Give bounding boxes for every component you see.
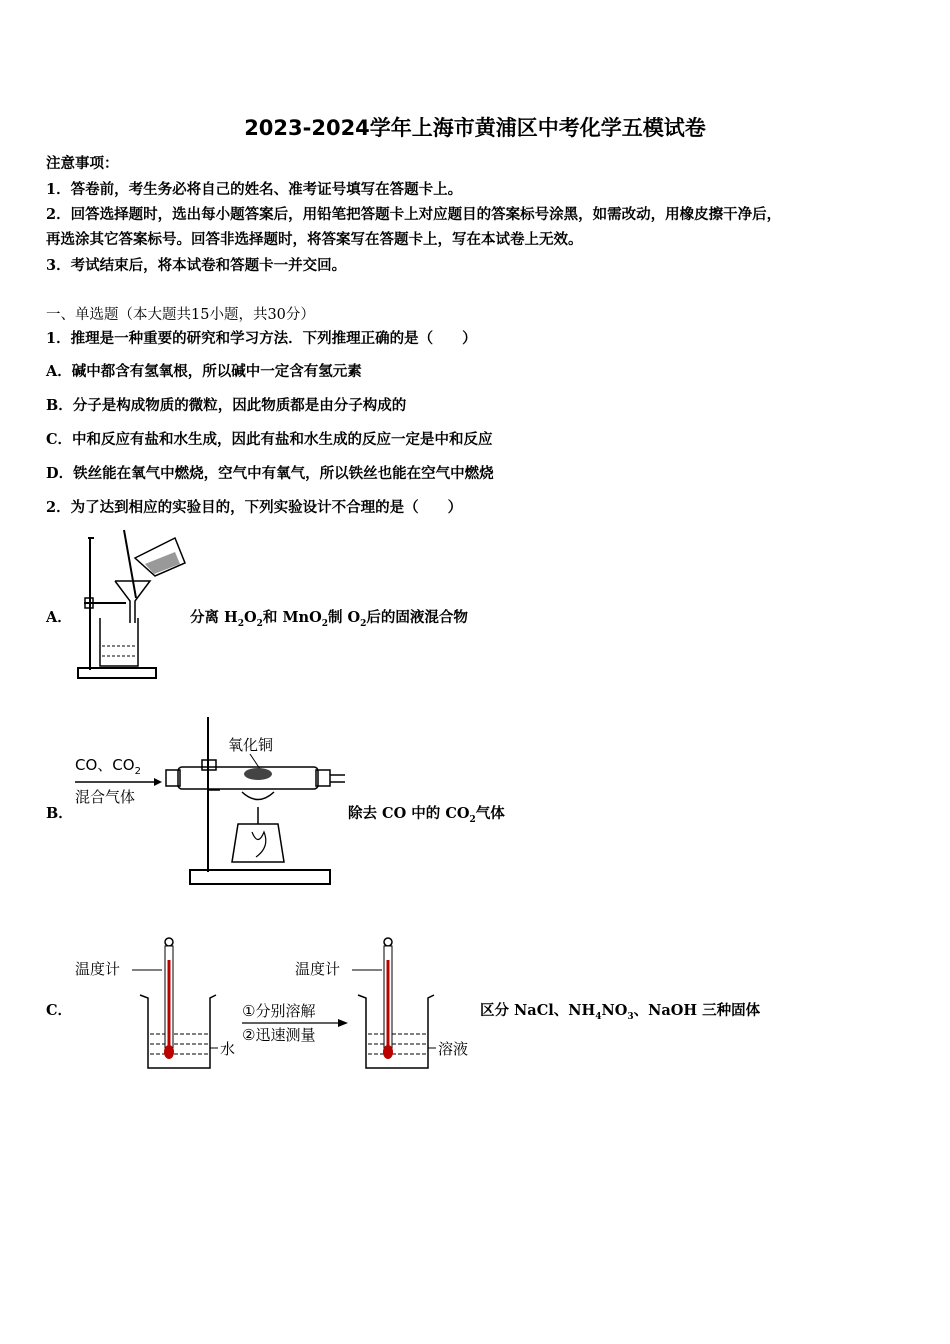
q2-stem: 2．为了达到相应的实验目的，下列实验设计不合理的是（ ） (46, 499, 463, 516)
fig-thermometer-label-1: 温度计 (75, 960, 121, 978)
q1-option-b: B．分子是构成物质的微粒，因此物质都是由分子构成的 (46, 397, 407, 414)
notice-item-2: 2．回答选择题时，选出每小题答案后，用铅笔把答题卡上对应题目的答案标号涂黑，如需改动，用橡皮擦干净后， (46, 206, 782, 223)
fig-gas-label: CO、$CO_2$ (75, 756, 141, 777)
q2-option-c-label: C． (46, 1002, 73, 1019)
page-title: 2023-2024学年上海市黄浦区中考化学五模试卷 (244, 116, 706, 140)
fig-thermometer-label-2: 温度计 (295, 960, 341, 978)
co-reduction-apparatus-figure (70, 712, 360, 890)
notice-heading: 注意事项： (46, 155, 119, 172)
q2-option-b-text: 除去 CO 中的 $CO_2$气体 (348, 805, 505, 825)
fig-step-1: ①分别溶解 (242, 1002, 316, 1020)
filtration-apparatus-figure (70, 528, 190, 683)
fig-mix-label: 混合气体 (75, 788, 136, 806)
q2-option-b-label: B． (46, 805, 73, 822)
dissolution-temperature-figure (70, 930, 485, 1075)
q1-option-d: D．铁丝能在氧气中燃烧，空气中有氧气，所以铁丝也能在空气中燃烧 (46, 465, 494, 482)
notice-item-2-cont: 再选涂其它答案标号。回答非选择题时，将答案写在答题卡上，写在本试卷上无效。 (46, 231, 583, 248)
notice-item-3: 3．考试结束后，将本试卷和答题卡一并交回。 (46, 257, 347, 274)
section-heading: 一、单选题（本大题共15小题，共30分） (46, 307, 315, 323)
notice-item-1: 1．答卷前，考生务必将自己的姓名、准考证号填写在答题卡上。 (46, 181, 463, 198)
fig-water-label: 水 (220, 1040, 236, 1058)
q1-option-c: C．中和反应有盐和水生成，因此有盐和水生成的反应一定是中和反应 (46, 431, 493, 448)
q2-option-a-text: 分离 $H_2O_2$和 MnO$_2$制 $O_2$后的固液混合物 (190, 609, 468, 629)
fig-solution-label: 溶液 (438, 1040, 469, 1058)
fig-step-2: ②迅速测量 (242, 1026, 316, 1044)
q2-option-a-label: A． (46, 609, 72, 626)
q1-stem: 1．推理是一种重要的研究和学习方法．下列推理正确的是（ ） (46, 330, 477, 347)
q2-option-c-text: 区分 NaCl、$NH_4NO_3$、NaOH 三种固体 (480, 1002, 761, 1022)
q1-option-a: A．碱中都含有氢氧根，所以碱中一定含有氢元素 (46, 363, 362, 380)
fig-cuo-label: 氧化铜 (228, 736, 274, 754)
